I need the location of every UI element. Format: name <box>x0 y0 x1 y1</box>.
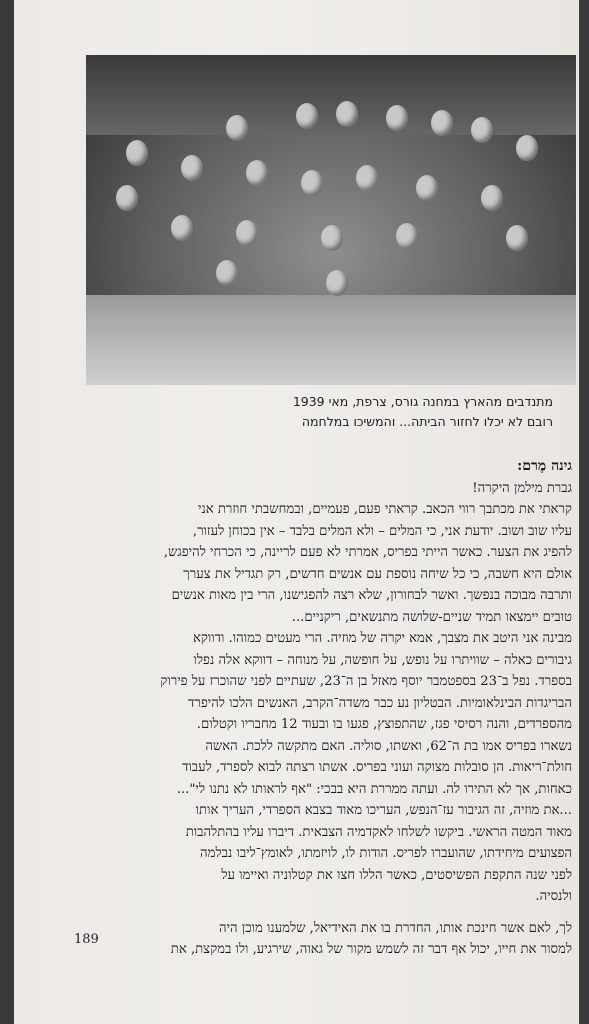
text-line: הפצועים מיחידתו, שהועברו לפריס. הודות לו, לויזמתו, לאומץ־ליבו נבלמה <box>200 846 572 861</box>
page-number: 189 <box>74 932 99 947</box>
text-line: גיבורים כאלה – שוויתרו על נופש, על חופשה, על מנוחה – דווקא אלה נפלו <box>193 652 572 668</box>
text-line: להפיג את הצער. כאשר הייתי בפריס, אמרתי לא פעם לריינה, כי הכרחי להיפגש, <box>163 545 572 560</box>
text-line: כאחות, אך לא התירו לה. ועתה ממררת היא בבכי: "אף לראותו לא נתנו לי"... <box>176 781 572 797</box>
text-line: הבריגדות הבינלאומיות. הבטליון נע כבר משדה־הקרב, האנשים הלכו להיפרד <box>188 695 572 711</box>
caption-line: מתנדבים מהארץ במחנה גורס, צרפת, מאי 1939 <box>292 394 553 409</box>
text-line: לפני שנה התקפת הפשיסטים, כאשר הללו חצו את קטלוניה ואיימו על <box>221 867 572 883</box>
text-line: טובים יימצאו תמיד שניים-שלושה מתנשאים, ריקניים... <box>291 609 572 625</box>
text-line: לך, לאם אשר חינכת אותו, החדרת בו את האידיאל, שלמענו מוכן היה <box>219 920 572 936</box>
photo-caption <box>133 392 553 432</box>
text-line: עליו שוב ושוב. יודעת אני, כי המלים – ולא המלים בלבד – אין בכוחן לעזור, <box>192 523 572 539</box>
text-line: בספרד. נפל ב־23 בספטמבר יוסף מאזל בן ה־23, שעתיים לפני שהוכרז על פירוק <box>160 674 572 689</box>
text-line: ...את מוזיה, זה הגיבור עז־הנפש, העריכו מאוד בצבא הספרדי, העריך אותו <box>195 803 572 818</box>
text-line: נשארו בפריס אמו בת ה־62, ואשתו, סוליה. האם מתקשה ללכת. האשה <box>205 738 572 754</box>
salutation: גברת מילמן היקרה! <box>472 480 572 496</box>
letter-body <box>66 456 572 961</box>
text-line: קראתי את מכתבך רווי הכאב. קראתי פעם, פעמיים, ובמחשבתי חוזרת אני <box>198 502 572 517</box>
text-line: מאוד המטה הראשי. ביקשו לשלחו לאקדמיה הצבאית. דיברו עליו בהתלהבות <box>185 824 572 840</box>
text-line: ולנסיה. <box>535 889 572 904</box>
text-line: ותרבה מבוכה בנפשך. ואשר לבחורון, שלא רצה להפגישנו, הרי בין מאות אנשים <box>171 588 572 603</box>
letter-heading: גינה מֶרם: <box>517 458 572 474</box>
book-page <box>14 0 579 1024</box>
text-line: למסור את חייו, יכול אף דבר זה לשמש מקור של גאוה, שירגיע, ולו במקצת, את <box>170 942 572 957</box>
text-line: חולת־ריאות. הן סובלות מצוקה ועוני בפריס. אשתו רצתה לבוא לספרד, לעבוד <box>182 760 572 775</box>
text-line: מהספרדים, והנה רסיסי פגז, שהתפוצץ, פגעו בו ובעוד 12 מחבריו וקטלום. <box>196 717 572 732</box>
text-line: אולם היא חשבה, כי כל שיחה נוספת עם אנשים חדשים, רק תגדיל את צערך <box>183 566 572 582</box>
caption-line: רובם לא יכלו לחזור הביתה... והמשיכו במלחמה <box>301 414 553 429</box>
group-photograph <box>86 55 576 385</box>
text-line: מבינה אני היטב את מצבך, אמא יקרה של מוזיה. הרי מעטים כמוהו. ודווקא <box>192 631 572 646</box>
